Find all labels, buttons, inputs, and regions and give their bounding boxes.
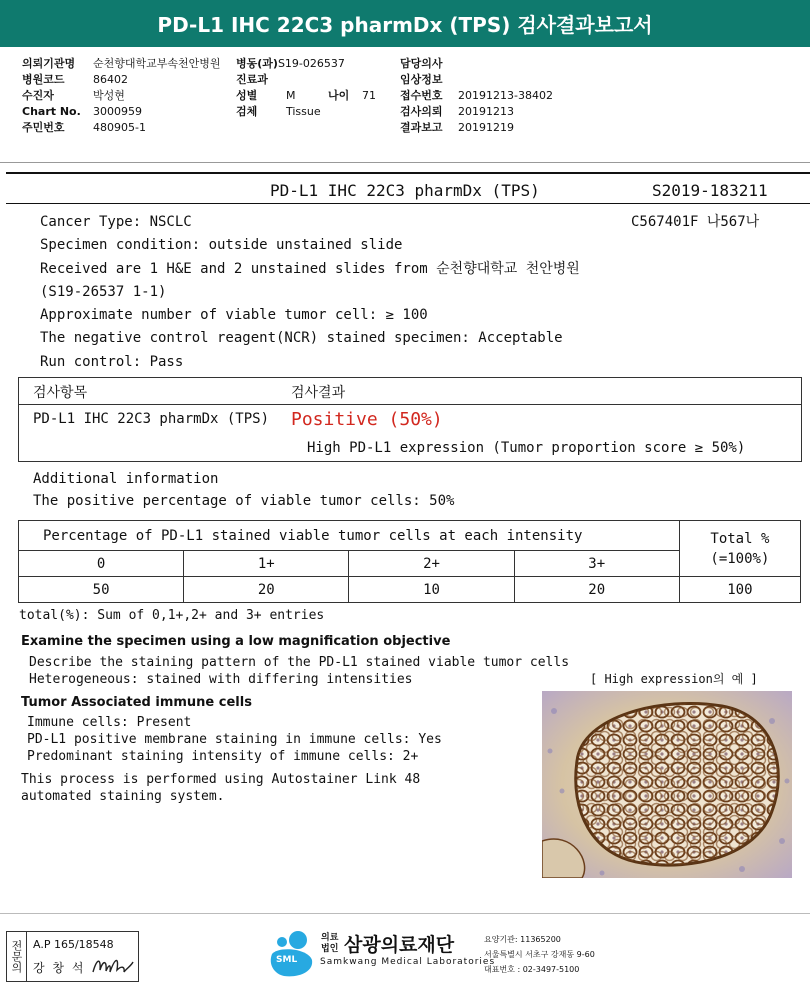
cancer-type-line: Cancer Type: NSCLC	[40, 214, 192, 230]
process-line-2: automated staining system.	[21, 789, 225, 804]
chart-no-label: Chart No.	[22, 105, 81, 118]
institution-label: 의뢰기관명	[22, 57, 76, 70]
specimen-condition-line: Specimen condition: outside unstained slide	[40, 237, 403, 254]
intensity-value-3: 20	[514, 577, 679, 603]
header-col-3	[400, 56, 600, 136]
specimen-value: Tissue	[286, 105, 321, 118]
additional-info-text: The positive percentage of viable tumor cells: 50%	[33, 493, 455, 509]
report-top-rule	[6, 172, 810, 174]
test-result-value: Positive (50%)	[291, 409, 443, 430]
report-test-name: PD-L1 IHC 22C3 pharmDx (TPS)	[270, 181, 540, 200]
ward-label: 병동(과)	[236, 57, 278, 70]
age-value: 71	[362, 89, 376, 102]
ap-number: A.P 165/18548	[33, 938, 114, 951]
patient-label: 수진자	[22, 89, 54, 102]
receipt-no-label: 접수번호	[400, 89, 443, 102]
hospital-code-value: 86402	[93, 73, 128, 86]
request-date-value: 20191213	[458, 105, 514, 118]
clinical-info-label: 임상정보	[400, 73, 443, 86]
intensity-level-0: 0	[19, 551, 184, 577]
doctor-name: 강 창 석	[33, 961, 86, 975]
report-date-value: 20191219	[458, 121, 514, 134]
sex-label: 성별	[236, 89, 258, 102]
footer-divider	[0, 913, 810, 914]
intensity-table-header: Percentage of PD-L1 stained viable tumor cells at each intensity	[19, 521, 680, 551]
image-caption: [ High expression의 예 ]	[590, 672, 758, 686]
request-date-label: 검사의뢰	[400, 105, 443, 118]
doctor-signature	[91, 954, 135, 978]
sex-value: M	[286, 89, 296, 102]
org-prefix-1: 의료	[321, 933, 339, 943]
test-result-note: High PD-L1 expression (Tumor proportion score ≥ 50%)	[307, 440, 746, 456]
intensity-total: 100	[679, 577, 800, 603]
total-header	[679, 521, 800, 577]
intensity-value-0: 50	[19, 577, 184, 603]
process-line-1: This process is performed using Autostainer Link 48	[21, 772, 421, 787]
org-english-name: Samkwang Medical Laboratories	[320, 957, 496, 967]
report-id: S2019-183211	[652, 181, 768, 200]
header-row-patient	[22, 88, 262, 104]
run-control-line: Run control: Pass	[40, 353, 184, 370]
org-contact-2: 서울특별시 서초구 강재동 9-60	[484, 950, 595, 959]
test-result-header: 검사결과	[291, 385, 346, 401]
signature-box	[6, 931, 139, 982]
specimen-label: 검체	[236, 105, 258, 118]
receipt-no-value: 20191213-38402	[458, 89, 553, 102]
header-col-2	[236, 56, 396, 120]
specialist-label: 전문의	[7, 932, 27, 981]
examine-lines	[29, 654, 569, 688]
header-divider	[0, 162, 810, 163]
intensity-value-1: 20	[184, 577, 349, 603]
test-item-header: 검사항목	[33, 385, 88, 401]
org-contact-1: 요양기관: 11365200	[484, 935, 561, 944]
chart-no-value: 3000959	[93, 105, 142, 118]
intensity-level-1: 1+	[184, 551, 349, 577]
intensity-level-2: 2+	[349, 551, 514, 577]
institution-value: 순천향대학교부속천안병원	[93, 57, 221, 70]
total-header-line-2: (=100%)	[710, 550, 770, 567]
patient-value: 박성현	[93, 89, 125, 102]
department-label: 진료과	[236, 73, 268, 86]
intensity-level-3: 3+	[514, 551, 679, 577]
histology-image	[542, 691, 792, 878]
staining-intensity-line: Predominant staining intensity of immune cells: 2+	[27, 749, 419, 764]
additional-info-title: Additional information	[33, 471, 219, 487]
org-prefix	[321, 933, 338, 955]
received-slides-line: Received are 1 H&E and 2 unstained slides from 순천향대학교 천안병원	[40, 260, 580, 277]
hospital-code-label: 병원코드	[22, 73, 65, 86]
header-row-chart-no	[22, 104, 262, 120]
total-note: total(%): Sum of 0,1+,2+ and 3+ entries	[19, 608, 325, 623]
examine-line-1: Describe the staining pattern of the PD-L1 stained viable tumor cells	[29, 655, 570, 670]
report-title: PD-L1 IHC 22C3 pharmDx (TPS) 검사결과보고서	[0, 0, 810, 47]
result-table-divider	[19, 404, 801, 405]
report-date-label: 결과보고	[400, 121, 443, 134]
id-number-label: 주민번호	[22, 121, 65, 134]
specimen-code: C567401F 나567나	[631, 214, 760, 230]
ward-value: S19-026537	[277, 57, 345, 70]
membrane-staining-line: PD-L1 positive membrane staining in immune cells: Yes	[27, 732, 442, 747]
viable-tumor-line: Approximate number of viable tumor cell: ≥ 100	[40, 307, 428, 324]
header-row-id-number	[22, 120, 262, 136]
examine-line-2: Heterogeneous: stained with differing intensities	[29, 672, 413, 687]
doctor-label: 담당의사	[400, 57, 443, 70]
tumor-title: Tumor Associated immune cells	[21, 695, 252, 710]
sml-logo-text: SML	[276, 955, 298, 965]
tumor-lines	[27, 714, 442, 765]
report-details	[40, 211, 580, 374]
intensity-value-2: 10	[349, 577, 514, 603]
age-label: 나이	[328, 89, 350, 102]
test-item-value: PD-L1 IHC 22C3 pharmDx (TPS)	[33, 411, 270, 427]
report-heading-rule	[6, 203, 810, 204]
header-row-institution	[22, 56, 262, 72]
header-row-hospital-code	[22, 72, 262, 88]
org-name: 삼광의료재단	[344, 934, 455, 956]
id-number-value: 480905-1	[93, 121, 146, 134]
process-note	[21, 771, 420, 805]
negative-control-line: The negative control reagent(NCR) stained specimen: Acceptable	[40, 330, 563, 347]
slide-number-line: (S19-26537 1-1)	[40, 283, 167, 300]
intensity-table	[18, 520, 801, 603]
total-header-line-1: Total %	[710, 530, 770, 547]
org-contact	[484, 932, 595, 977]
org-prefix-2: 법인	[321, 944, 339, 954]
examine-title: Examine the specimen using a low magnification objective	[21, 634, 451, 649]
immune-cells-line: Immune cells: Present	[27, 715, 192, 730]
result-table	[18, 377, 802, 462]
header-col-1	[22, 56, 262, 136]
org-contact-3: 대표번호 : 02-3497-5100	[484, 965, 580, 974]
